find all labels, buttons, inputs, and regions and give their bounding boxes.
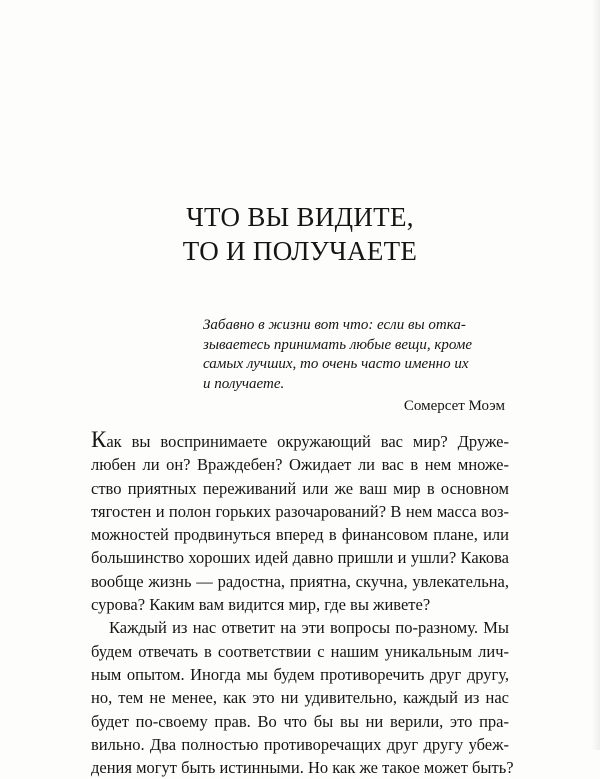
paragraph-line: ство приятных переживаний или же ваш мир в основном <box>91 478 509 498</box>
paragraph-line <box>91 427 509 453</box>
paragraph-line-text: ак вы воспринимаете окружающий вас мир? Друже- <box>106 432 509 451</box>
epigraph <box>203 316 505 417</box>
drop-cap-letter: К <box>91 427 107 452</box>
epigraph-line: Забавно в жизни вот что: если вы отка- <box>203 317 466 333</box>
paragraph-line: ным опытом. Иногда мы будем противоречить друг другу, <box>91 664 509 684</box>
paragraph-line: но, тем не менее, как это ни удивительно, каждый из нас <box>91 688 509 708</box>
paragraph-line: любен ли он? Враждебен? Ожидает ли вас в нем множе- <box>91 455 509 475</box>
epigraph-line: и получаете. <box>203 375 285 392</box>
paragraph-line: большинство хороших идей давно пришли и ушли? Какова <box>91 548 509 568</box>
paragraph-line: тягостен и полон горьких разочарований? В нем масса воз- <box>91 501 509 521</box>
page-edge-shadow <box>592 0 600 750</box>
epigraph-line: самых лучших, то очень часто именно их <box>203 356 469 372</box>
chapter-title-line: ТО И ПОЛУЧАЕТЕ <box>182 236 418 266</box>
paragraph-line: можностей продвинуться вперед в финансовом плане, или <box>91 525 509 545</box>
body-text <box>91 427 514 779</box>
chapter-title-line: ЧТО ВЫ ВИДИТЕ, <box>186 202 414 232</box>
paragraph-line: вообще жизнь — радостна, приятна, скучна, увлекательна, <box>91 571 509 591</box>
paragraph-line: сурова? Каким вам видится мир, где вы живете? <box>91 595 431 615</box>
chapter-title <box>0 200 600 268</box>
paragraph-line: будем отвечать в соответствии с нашим уникальным лич- <box>91 641 509 661</box>
paragraph-line: будет по-своему прав. Во что бы вы ни верили, это пра- <box>91 711 509 731</box>
paragraph-line: Каждый из нас ответит на эти вопросы по-разному. Мы <box>109 618 509 638</box>
epigraph-line: зываетесь принимать любые вещи, кроме <box>203 336 473 353</box>
paragraph-line: вильно. Два полностью противоречащих друг другу убеж- <box>91 734 509 754</box>
paragraph-line: дения могут быть истинными. Но как же такое может быть? <box>91 758 514 778</box>
epigraph-author: Сомерсет Моэм <box>403 398 505 414</box>
